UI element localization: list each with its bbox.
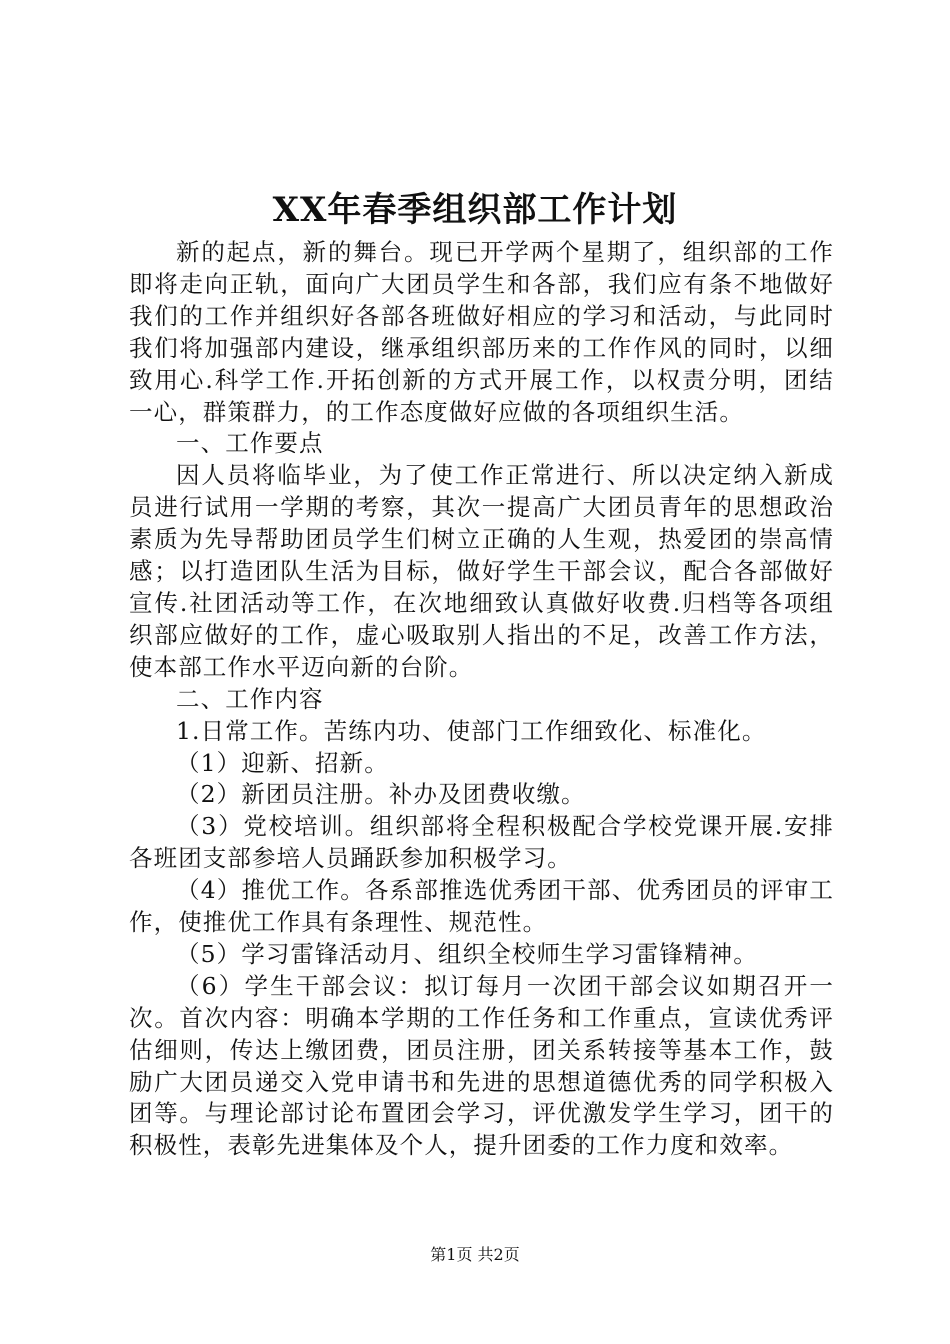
list-item-4: （4）推优工作。各系部推选优秀团干部、优秀团员的评审工作，使推优工作具有条理性、规范性。 [129, 876, 834, 937]
paragraph-daily-work: 1.日常工作。苦练内功、使部门工作细致化、标准化。 [176, 716, 767, 745]
section-heading-work-content: 二、工作内容 [176, 684, 324, 713]
list-item-3: （3）党校培训。组织部将全程积极配合学校党课开展.安排各班团支部参培人员踊跃参加积极学习。 [129, 812, 834, 873]
list-item-2: （2）新团员注册。补办及团费收缴。 [176, 780, 586, 809]
document-body [129, 237, 834, 1162]
paragraph-intro: 新的起点，新的舞台。现已开学两个星期了，组织部的工作即将走向正轨，面向广大团员学生和各部，我们应有条不地做好我们的工作并组织好各部各班做好相应的学习和活动，与此同时我们将加强部内建设，继承组织部历来的工作作风的同时，以细致用心.科学工作.开拓创新的方式开展工作，以权责分明，团结一心，群策群力，的工作态度做好应做的各项组织生活。 [129, 238, 834, 426]
section-heading-work-points: 一、工作要点 [176, 429, 324, 458]
paragraph-work-points: 因人员将临毕业，为了使工作正常进行、所以决定纳入新成员进行试用一学期的考察，其次一提高广大团员青年的思想政治素质为先导帮助团员学生们树立正确的人生观，热爱团的崇高情感；以打造团队生活为目标，做好学生干部会议，配合各部做好宣传.社团活动等工作，在次地细致认真做好收费.归档等各项组织部应做好的工作，虚心吸取别人指出的不足，改善工作方法，使本部工作水平迈向新的台阶。 [129, 461, 834, 681]
document-title: XX年春季组织部工作计划 [272, 190, 678, 230]
list-item-1: （1）迎新、招新。 [176, 748, 389, 777]
list-item-6: （6）学生干部会议：拟订每月一次团干部会议如期召开一次。首次内容：明确本学期的工作任务和工作重点，宣读优秀评估细则，传达上缴团费，团员注册，团关系转接等基本工作，鼓励广大团员递交入党申请书和先进的思想道德优秀的同学积极入团等。与理论部讨论布置团会学习，评优激发学生学习，团干的积极性，表彰先进集体及个人，提升团委的工作力度和效率。 [129, 971, 834, 1160]
page-footer: 第1页 共2页 [430, 1245, 520, 1264]
list-item-5: （5）学习雷锋活动月、组织全校师生学习雷锋精神。 [176, 939, 758, 968]
